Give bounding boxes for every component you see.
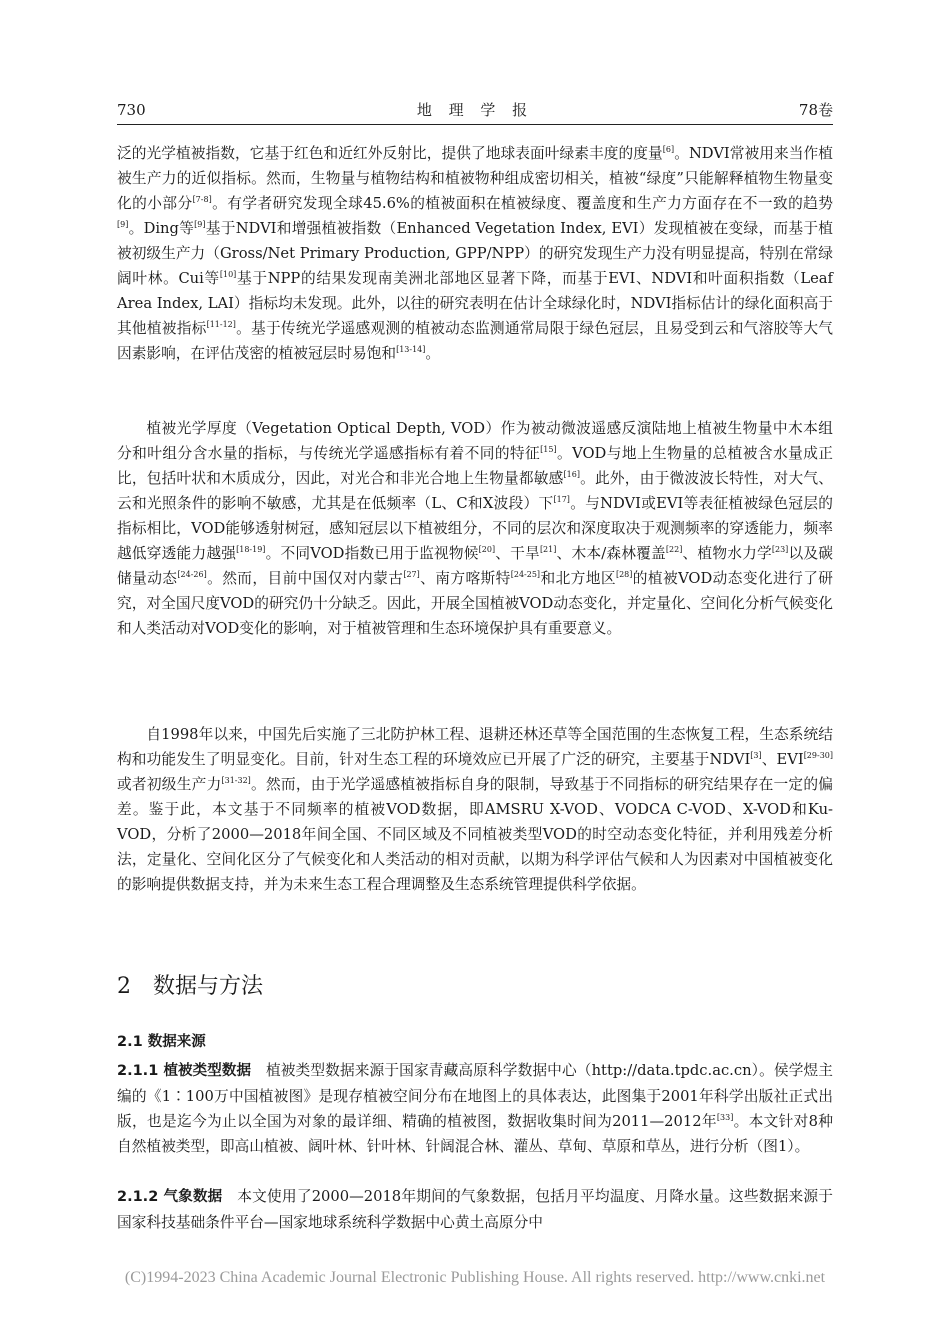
- paragraph-meteorological-data: [117, 1184, 833, 1235]
- text-run: 、南方喀斯特: [419, 570, 511, 587]
- citation: [31-32]: [221, 776, 251, 786]
- citation: [29-30]: [803, 751, 833, 761]
- text-run: 。: [425, 345, 441, 362]
- citation: [11-12]: [206, 320, 236, 330]
- header-rule: [117, 124, 833, 125]
- text-run: 。与NDVI或EVI等表征植被绿色冠层的指标相比，VOD能够透射树冠，感知冠层以下植被组分，不同的层次和深度取决于观测频率的穿透能力，频率越低穿透能力越强: [117, 495, 833, 562]
- citation: [3]: [750, 751, 762, 761]
- text-run: 或者初级生产力: [117, 776, 222, 793]
- text-run: 泛的光学植被指数，它基于红色和近红外反射比，提供了地球表面叶绿素丰度的度量: [117, 145, 663, 162]
- text-run: 。Ding等: [128, 220, 195, 237]
- citation: [22]: [665, 545, 683, 555]
- subsubsection-heading: 2.1.2 气象数据: [117, 1189, 223, 1205]
- text-run: 。NDVI常被用来当作植被生产力的近似指标。然而，生物量与植物结构和植被物种组成密切相关，植被“绿度”只能解释植物生物量变化的小部分: [117, 145, 833, 212]
- text-run: 。然而，目前中国仅对内蒙古: [206, 570, 404, 587]
- text-run: 。VOD与地上生物量的总植被含水量成正比，包括叶状和木质成分，因此，对光合和非光合地上生物量都敏感: [117, 445, 833, 487]
- text-run: 。不同VOD指数已用于监视物候: [265, 545, 479, 562]
- text-run: 的植被VOD动态变化进行了研究，对全国尺度VOD的研究仍十分缺乏。因此，开展全国植被VOD动态变化，并定量化、空间化分析气候变化和人类活动对VOD变化的影响，对于植被管理和生态环境保护具有重要意义。: [117, 570, 833, 637]
- citation: [24-25]: [510, 570, 541, 580]
- citation: [24-26]: [177, 570, 207, 580]
- citation: [9]: [117, 220, 129, 230]
- citation: [15]: [540, 445, 557, 455]
- text-run: 植被光学厚度（Vegetation Optical Depth, VOD）作为被动微波遥感反演陆地上植被生物量中木本组分和叶组分含水量的指标，与传统光学遥感指标有着不同的特征: [117, 420, 833, 462]
- citation: [18-19]: [236, 545, 266, 555]
- citation: [23]: [771, 545, 789, 555]
- text-run: 。此外，由于微波波长特性，对大气、云和光照条件的影响不敏感，尤其是在低频率（L、C和X波段）下: [117, 470, 833, 512]
- text-run: 以及碳储量动态: [117, 545, 833, 587]
- citation: [10]: [219, 270, 237, 280]
- citation: [27]: [403, 570, 420, 580]
- citation: [17]: [553, 495, 570, 505]
- text-run: 。本文针对8种自然植被类型，即高山植被、阔叶林、针叶林、针阔混合林、灌丛、草甸、草原和草丛，进行分析（图1）。: [117, 1113, 833, 1155]
- paragraph: [117, 1058, 833, 1159]
- text-run: 和北方地区: [540, 570, 616, 587]
- paragraph-vod-intro: [117, 416, 833, 641]
- paragraph: [117, 722, 833, 897]
- paragraph-vegetation-data: [117, 1058, 833, 1159]
- citation: [20]: [478, 545, 496, 555]
- text-run: 基于NDVI和增强植被指数（Enhanced Vegetation Index, EVI）发现植被在变绿，而基于植被初级生产力（Gross/Net Primary Production, GPP/NPP）的研究发现生产力没有明显提高，特别在常绿阔叶林。Cui等: [117, 220, 833, 287]
- subsubsection-heading: 2.1.1 植被类型数据: [117, 1063, 252, 1079]
- text-run: 。然而，由于光学遥感植被指标自身的限制，导致基于不同指标的研究结果存在一定的偏差。鉴于此，本文基于不同频率的植被VOD数据，即AMSRU X-VOD、VODCA C-VOD、X-VOD和Ku-VOD，分析了2000—2018年间全国、不同区域及不同植被类型VOD的时空动态变化特征，并利用残差分析法，定量化、空间化区分了气候变化和人类活动的相对贡献，以期为科学评估气候和人为因素对中国植被变化的影响提供数据支持，并为未来生态工程合理调整及生态系统管理提供科学依据。: [117, 776, 833, 893]
- citation: [9]: [194, 220, 206, 230]
- paragraph: [117, 1184, 833, 1235]
- text-run: 。基于传统光学遥感观测的植被动态监测通常局限于绿色冠层，且易受到云和气溶胶等大气因素影响，在评估茂密的植被冠层时易饱和: [117, 320, 833, 362]
- text-run: 自1998年以来，中国先后实施了三北防护林工程、退耕还林还草等全国范围的生态恢复工程，生态系统结构和功能发生了明显变化。目前，针对生态工程的环境效应已开展了广泛的研究，主要基于NDVI: [117, 726, 833, 768]
- citation: [6]: [662, 145, 675, 155]
- citation: [13-14]: [396, 345, 426, 355]
- text-run: 、木本/森林覆盖: [556, 545, 666, 562]
- citation: [28]: [615, 570, 633, 580]
- subsection-heading: 2.1 数据来源: [117, 1034, 206, 1050]
- text-run: 、植物水力学: [682, 545, 772, 562]
- section-heading: 2 数据与方法: [117, 974, 263, 999]
- text-run: 基于NPP的结果发现南美洲北部地区显著下降，而基于EVI、NDVI和叶面积指数（Leaf Area Index, LAI）指标均未发现。此外，以往的研究表明在估计全球绿化时，NDVI指标估计的绿化面积高于其他植被指标: [117, 270, 833, 337]
- citation: [16]: [563, 470, 580, 480]
- citation: [7-8]: [192, 195, 212, 205]
- paragraph-ecological-projects: [117, 722, 833, 897]
- text-run: 、EVI: [761, 751, 804, 768]
- paragraph: [117, 141, 833, 366]
- text-run: 、干旱: [495, 545, 540, 562]
- text-run: 。有学者研究发现全球45.6%的植被面积在植被绿度、覆盖度和生产力方面存在不一致的趋势: [211, 195, 833, 212]
- volume-label: 78卷: [798, 101, 833, 119]
- citation: [21]: [539, 545, 557, 555]
- journal-title: 地 理 学 报: [416, 101, 534, 119]
- paragraph-continued: [117, 141, 833, 366]
- paragraph: [117, 416, 833, 641]
- page-number: 730: [117, 101, 146, 119]
- text-run: 植被类型数据来源于国家青藏高原科学数据中心（http://data.tpdc.ac.cn）。侯学煜主编的《1∶100万中国植被图》是现存植被空间分布在地图上的具体表达，此图集于2001年科学出版社正式出版，也是迄今为止以全国为对象的最详细、精确的植被图，数据收集时间为2011—2012年: [117, 1062, 833, 1130]
- text-run: 本文使用了2000—2018年期间的气象数据，包括月平均温度、月降水量。这些数据来源于国家科技基础条件平台—国家地球系统科学数据中心黄土高原分中: [117, 1188, 833, 1231]
- copyright-footer: (C)1994-2023 China Academic Journal Electronic Publishing House. All rights reserved. http://www.cnki.net: [124, 1269, 826, 1286]
- citation: [33]: [716, 1113, 734, 1123]
